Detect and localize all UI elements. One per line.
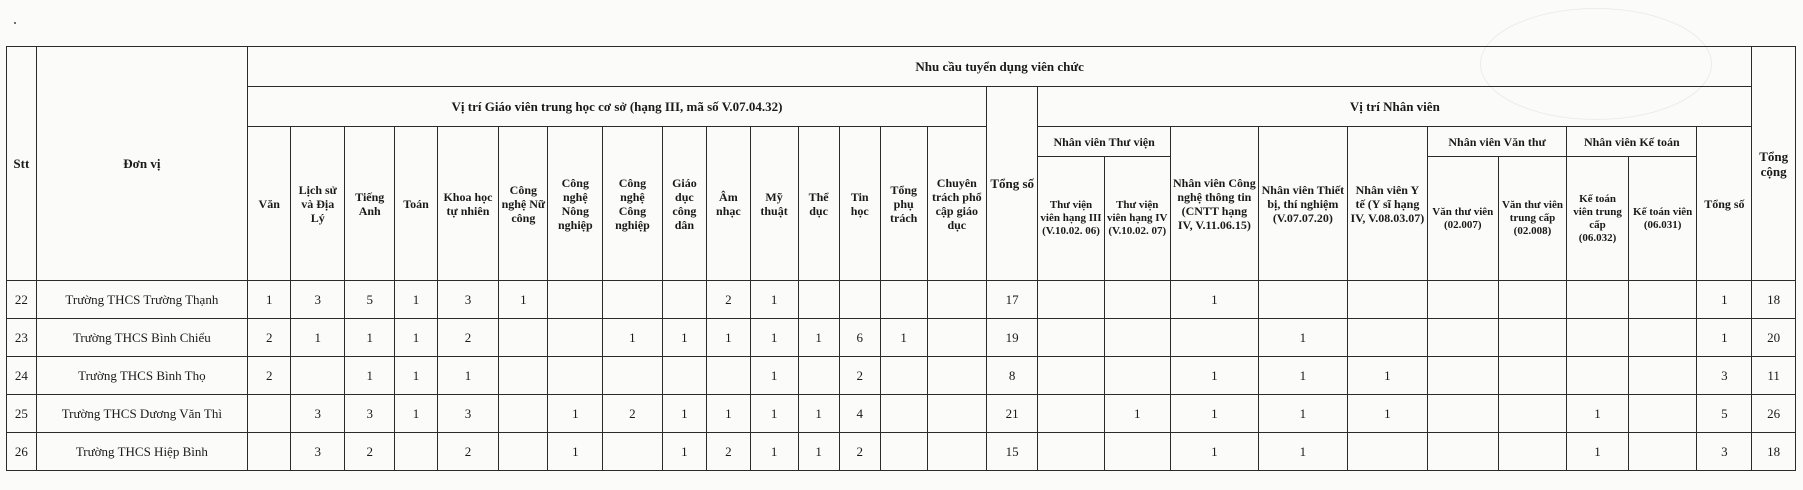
col-header-subject: Tổng phụ trách [880,127,927,281]
col-header-nv-y-te: Nhân viên Y tế (Y sĩ hạng IV, V.08.03.07) [1347,127,1427,281]
teacher-count-cell: 1 [662,319,707,357]
col-header-stt: Stt [7,47,37,281]
col-header-subject: Chuyên trách phổ cập giáo dục [927,127,986,281]
teacher-count-cell: 1 [395,281,437,319]
teacher-count-cell [880,281,927,319]
teacher-count-cell: 2 [345,433,395,471]
teacher-count-cell [927,319,986,357]
teacher-count-cell [291,357,345,395]
col-header-subject: Âm nhạc [707,127,750,281]
staff-count-cell: 1 [1567,433,1629,471]
teacher-count-cell [880,433,927,471]
col-header-ke-toan: Kế toán viên (06.031) [1628,157,1697,281]
staff-count-cell: 1 [1170,433,1258,471]
header-nv-ke-toan: Nhân viên Kế toán [1567,127,1697,157]
col-header-tong-so-gv: Tổng số [986,87,1037,281]
teacher-total-cell: 15 [986,433,1037,471]
table-row [7,281,1796,319]
teacher-count-cell: 2 [707,433,750,471]
teacher-count-cell [603,357,662,395]
teacher-count-cell: 1 [707,319,750,357]
teacher-count-cell [499,395,548,433]
staff-count-cell [1170,319,1258,357]
staff-count-cell [1498,395,1567,433]
staff-total-cell: 5 [1697,395,1752,433]
teacher-count-cell [927,281,986,319]
staff-count-cell [1038,281,1104,319]
teacher-count-cell: 2 [839,357,880,395]
row-unit-name-cell: Trường THCS Bình Thọ [36,357,247,395]
teacher-count-cell [548,357,603,395]
teacher-count-cell: 2 [437,433,499,471]
teacher-count-cell: 2 [603,395,662,433]
col-header-van-thu: Văn thư viên (02.007) [1427,157,1498,281]
teacher-count-cell: 3 [345,395,395,433]
teacher-count-cell [499,433,548,471]
col-header-subject: Tin học [839,127,880,281]
col-header-subject: Mỹ thuật [750,127,798,281]
row-stt-cell: 22 [7,281,37,319]
teacher-count-cell [548,319,603,357]
teacher-count-cell [548,281,603,319]
teacher-count-cell [880,395,927,433]
table-body [7,281,1796,471]
staff-count-cell: 1 [1170,357,1258,395]
teacher-count-cell [248,433,291,471]
staff-count-cell [1038,395,1104,433]
col-header-thu-vien: Thư viện viên hạng IV (V.10.02. 07) [1104,157,1170,281]
teacher-count-cell: 1 [662,395,707,433]
teacher-count-cell: 1 [548,433,603,471]
row-stt-cell: 24 [7,357,37,395]
teacher-count-cell: 1 [798,319,839,357]
teacher-count-cell: 1 [798,433,839,471]
header-nv-thu-vien: Nhân viên Thư viện [1038,127,1171,157]
col-header-subject: Văn [248,127,291,281]
teacher-count-cell: 1 [395,357,437,395]
teacher-count-cell: 1 [798,395,839,433]
staff-count-cell [1427,357,1498,395]
teacher-count-cell: 1 [603,319,662,357]
teacher-count-cell: 1 [395,319,437,357]
col-header-ke-toan: Kế toán viên trung cấp (06.032) [1567,157,1629,281]
grand-total-cell: 26 [1752,395,1796,433]
teacher-count-cell: 1 [548,395,603,433]
teacher-count-cell: 1 [395,395,437,433]
header-vi-tri-nhan-vien: Vị trí Nhân viên [1038,87,1752,127]
row-stt-cell: 23 [7,319,37,357]
teacher-count-cell: 6 [839,319,880,357]
col-header-subject: Công nghệ Nông nghiệp [548,127,603,281]
staff-count-cell [1038,319,1104,357]
staff-count-cell [1498,433,1567,471]
col-header-van-thu: Văn thư viên trung cấp (02.008) [1498,157,1567,281]
col-header-subject: Tiếng Anh [345,127,395,281]
teacher-count-cell [248,395,291,433]
teacher-count-cell [395,433,437,471]
col-header-nv-thiet-bi: Nhân viên Thiết bị, thí nghiệm (V.07.07.20) [1258,127,1347,281]
col-header-thu-vien: Thư viện viên hạng III (V.10.02. 06) [1038,157,1104,281]
staff-count-cell [1567,319,1629,357]
col-header-nv-cntt: Nhân viên Công nghệ thông tin (CNTT hạng IV, V.11.06.15) [1170,127,1258,281]
teacher-count-cell [707,357,750,395]
staff-count-cell [1628,433,1697,471]
col-header-don-vi: Đơn vị [36,47,247,281]
staff-total-cell: 1 [1697,281,1752,319]
teacher-count-cell: 2 [248,319,291,357]
col-header-tong-so-nv: Tổng số [1697,127,1752,281]
teacher-count-cell [499,357,548,395]
scan-speck [14,22,16,24]
staff-count-cell [1347,433,1427,471]
staff-count-cell [1347,281,1427,319]
grand-total-cell: 18 [1752,433,1796,471]
staff-count-cell: 1 [1104,395,1170,433]
staff-count-cell [1258,281,1347,319]
recruitment-table [6,46,1796,471]
teacher-count-cell [927,357,986,395]
teacher-total-cell: 17 [986,281,1037,319]
staff-count-cell [1567,281,1629,319]
staff-count-cell [1104,433,1170,471]
col-header-subject: Giáo dục công dân [662,127,707,281]
table-row [7,319,1796,357]
col-header-subject: Toán [395,127,437,281]
teacher-count-cell: 3 [291,433,345,471]
staff-count-cell [1628,395,1697,433]
teacher-count-cell: 2 [707,281,750,319]
staff-count-cell: 1 [1170,395,1258,433]
teacher-count-cell: 1 [750,281,798,319]
col-header-subject: Công nghệ Nữ công [499,127,548,281]
teacher-count-cell: 1 [437,357,499,395]
staff-count-cell: 1 [1258,433,1347,471]
staff-total-cell: 1 [1697,319,1752,357]
header-nv-van-thu: Nhân viên Văn thư [1427,127,1566,157]
teacher-count-cell: 5 [345,281,395,319]
teacher-total-cell: 19 [986,319,1037,357]
staff-count-cell: 1 [1567,395,1629,433]
teacher-count-cell [927,433,986,471]
teacher-count-cell: 4 [839,395,880,433]
staff-count-cell [1567,357,1629,395]
staff-count-cell [1498,319,1567,357]
header-nhu-cau: Nhu cầu tuyển dụng viên chức [248,47,1752,87]
table-row [7,395,1796,433]
teacher-count-cell: 1 [248,281,291,319]
teacher-count-cell: 2 [437,319,499,357]
table-row [7,357,1796,395]
staff-count-cell [1427,433,1498,471]
row-unit-name-cell: Trường THCS Hiệp Bình [36,433,247,471]
teacher-count-cell: 1 [750,433,798,471]
col-header-subject: Khoa học tự nhiên [437,127,499,281]
teacher-count-cell [603,281,662,319]
teacher-count-cell: 3 [291,395,345,433]
col-header-subject: Thể dục [798,127,839,281]
teacher-count-cell: 1 [750,357,798,395]
teacher-count-cell: 2 [839,433,880,471]
header-vi-tri-giao-vien: Vị trí Giáo viên trung học cơ sở (hạng III, mã số V.07.04.32) [248,87,987,127]
staff-count-cell [1628,319,1697,357]
staff-count-cell: 1 [1347,395,1427,433]
staff-count-cell [1427,281,1498,319]
teacher-count-cell: 3 [437,395,499,433]
staff-total-cell: 3 [1697,357,1752,395]
row-unit-name-cell: Trường THCS Trường Thạnh [36,281,247,319]
col-header-subject: Công nghệ Công nghiệp [603,127,662,281]
staff-count-cell [1628,357,1697,395]
staff-count-cell [1038,357,1104,395]
teacher-count-cell [927,395,986,433]
staff-count-cell [1104,319,1170,357]
teacher-count-cell: 1 [750,319,798,357]
teacher-count-cell [798,357,839,395]
grand-total-cell: 18 [1752,281,1796,319]
teacher-count-cell: 1 [750,395,798,433]
staff-count-cell: 1 [1170,281,1258,319]
row-unit-name-cell: Trường THCS Dương Văn Thì [36,395,247,433]
col-header-subject: Lịch sử và Địa Lý [291,127,345,281]
staff-total-cell: 3 [1697,433,1752,471]
staff-count-cell [1427,319,1498,357]
teacher-count-cell: 1 [345,357,395,395]
staff-count-cell [1104,357,1170,395]
teacher-count-cell [798,281,839,319]
teacher-count-cell [499,319,548,357]
teacher-count-cell: 1 [291,319,345,357]
row-unit-name-cell: Trường THCS Bình Chiểu [36,319,247,357]
staff-count-cell [1104,281,1170,319]
teacher-total-cell: 21 [986,395,1037,433]
row-stt-cell: 26 [7,433,37,471]
staff-count-cell [1347,319,1427,357]
staff-count-cell [1628,281,1697,319]
teacher-count-cell: 3 [291,281,345,319]
teacher-count-cell [662,357,707,395]
teacher-count-cell: 1 [707,395,750,433]
table-row [7,433,1796,471]
teacher-count-cell: 3 [437,281,499,319]
staff-count-cell: 1 [1258,395,1347,433]
col-header-tong-cong: Tổng cộng [1752,47,1796,281]
teacher-count-cell: 1 [345,319,395,357]
teacher-count-cell: 1 [662,433,707,471]
staff-count-cell: 1 [1347,357,1427,395]
grand-total-cell: 20 [1752,319,1796,357]
teacher-count-cell: 1 [499,281,548,319]
staff-count-cell [1427,395,1498,433]
teacher-count-cell: 1 [880,319,927,357]
teacher-count-cell [839,281,880,319]
staff-count-cell: 1 [1258,319,1347,357]
staff-count-cell: 1 [1258,357,1347,395]
staff-count-cell [1498,281,1567,319]
staff-count-cell [1038,433,1104,471]
teacher-count-cell [880,357,927,395]
teacher-count-cell [603,433,662,471]
teacher-count-cell [662,281,707,319]
row-stt-cell: 25 [7,395,37,433]
staff-count-cell [1498,357,1567,395]
grand-total-cell: 11 [1752,357,1796,395]
teacher-count-cell: 2 [248,357,291,395]
teacher-total-cell: 8 [986,357,1037,395]
